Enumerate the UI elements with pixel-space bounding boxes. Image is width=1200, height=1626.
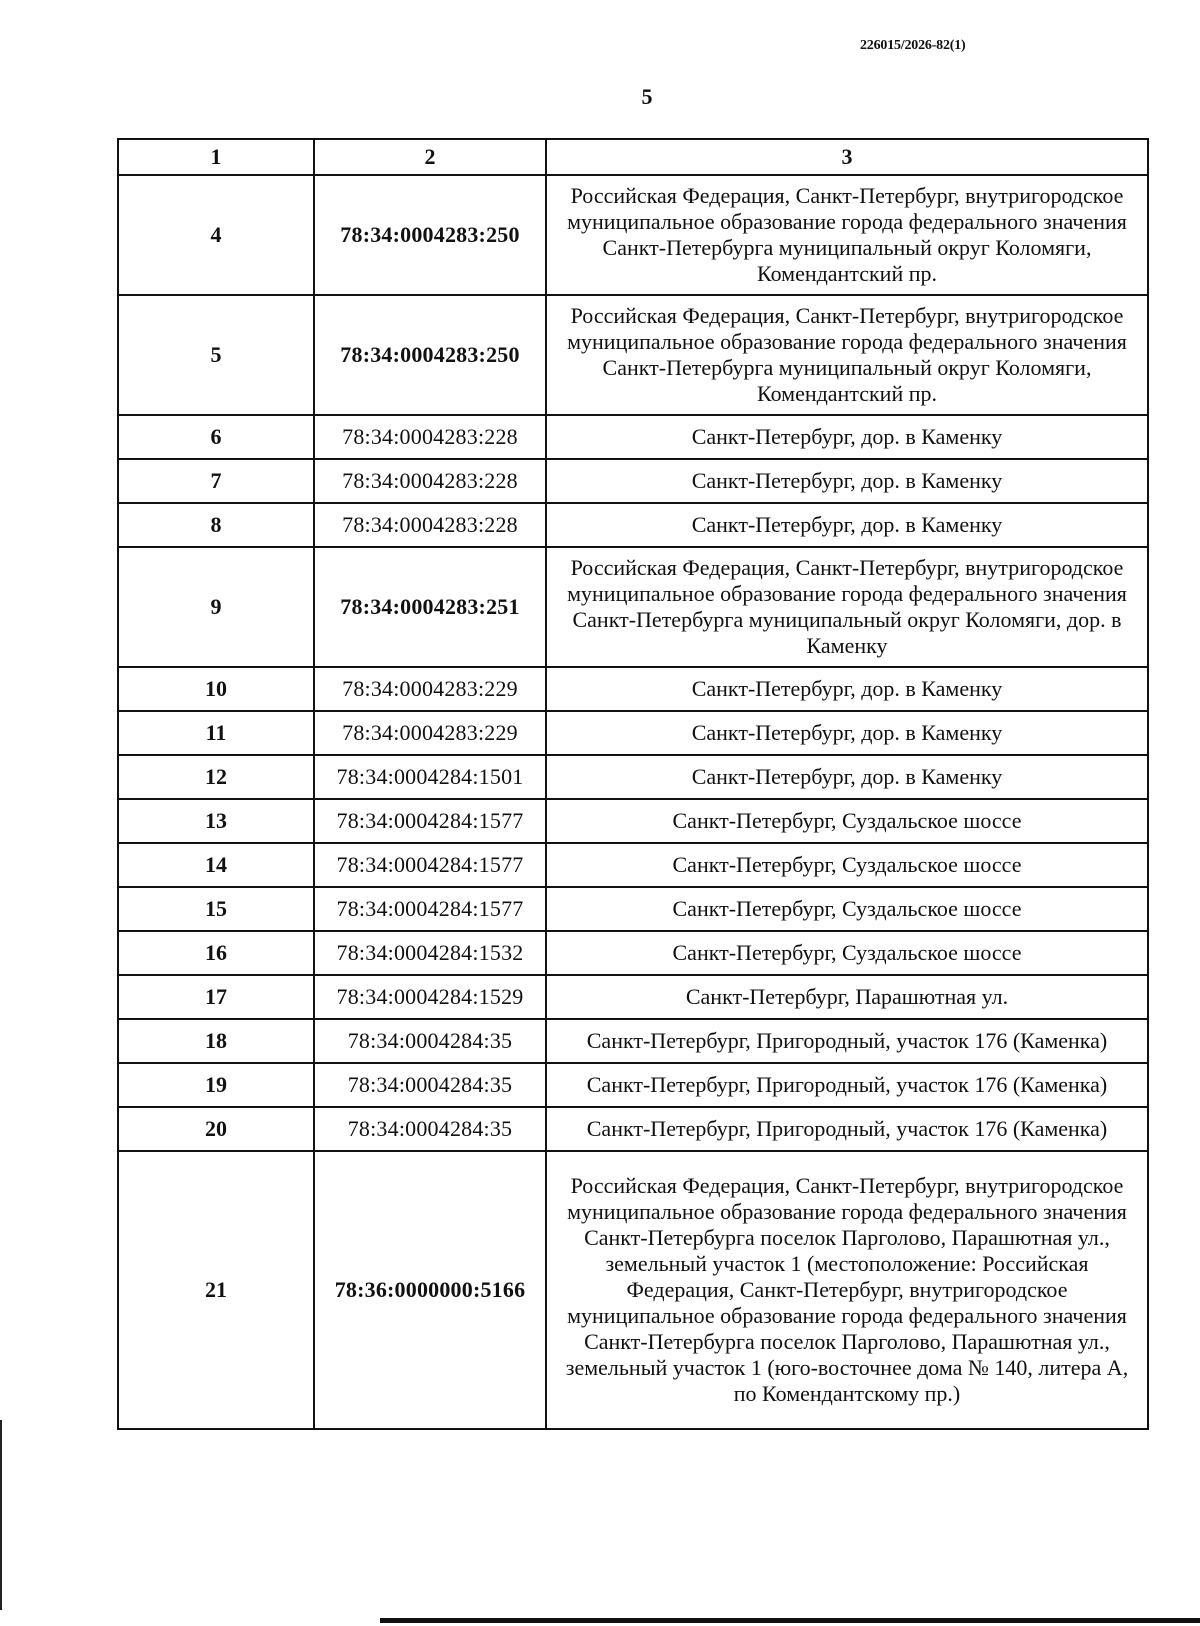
address-cell: Санкт-Петербург, дор. в Каменку bbox=[546, 503, 1148, 547]
table-row bbox=[118, 931, 1148, 975]
row-number: 8 bbox=[118, 503, 314, 547]
address-cell: Санкт-Петербург, Суздальское шоссе bbox=[546, 931, 1148, 975]
table-row bbox=[118, 887, 1148, 931]
scan-edge-bottom bbox=[380, 1618, 1200, 1623]
cadastral-number: 78:34:0004284:35 bbox=[314, 1019, 546, 1063]
table-row bbox=[118, 799, 1148, 843]
scan-edge-left bbox=[0, 1420, 2, 1610]
address-cell: Санкт-Петербург, Суздальское шоссе bbox=[546, 887, 1148, 931]
row-number: 17 bbox=[118, 975, 314, 1019]
row-number: 11 bbox=[118, 711, 314, 755]
table-header bbox=[118, 139, 1148, 175]
row-number: 12 bbox=[118, 755, 314, 799]
row-number: 9 bbox=[118, 547, 314, 667]
cadastral-number: 78:34:0004284:35 bbox=[314, 1063, 546, 1107]
address-cell: Санкт-Петербург, дор. в Каменку bbox=[546, 667, 1148, 711]
cadastral-number: 78:34:0004284:1577 bbox=[314, 843, 546, 887]
table-row bbox=[118, 415, 1148, 459]
cadastral-number: 78:36:0000000:5166 bbox=[314, 1151, 546, 1429]
row-number: 5 bbox=[118, 295, 314, 415]
row-number: 20 bbox=[118, 1107, 314, 1151]
row-number: 6 bbox=[118, 415, 314, 459]
table-row bbox=[118, 503, 1148, 547]
address-cell: Российская Федерация, Санкт-Петербург, внутригородское муниципальное образование города федерального значения Санкт-Петербурга муниципальный округ Коломяги, дор. в Каменку bbox=[546, 547, 1148, 667]
header-row bbox=[118, 139, 1148, 175]
table-row bbox=[118, 711, 1148, 755]
document-number: 226015/2026-82(1) bbox=[860, 38, 966, 53]
row-number: 10 bbox=[118, 667, 314, 711]
table-body bbox=[118, 175, 1148, 1429]
row-number: 19 bbox=[118, 1063, 314, 1107]
column-header-number: 1 bbox=[118, 139, 314, 175]
column-header-address: 3 bbox=[546, 139, 1148, 175]
land-plot-table bbox=[117, 138, 1149, 1430]
cadastral-number: 78:34:0004283:250 bbox=[314, 295, 546, 415]
address-cell: Российская Федерация, Санкт-Петербург, внутригородское муниципальное образование города федерального значения Санкт-Петербурга поселок Парголово, Парашютная ул., земельный участок 1 (местоположение: Российская Федерация, Санкт-Петербург, внутригородское муниципальное образование города федерального значения Санкт-Петербурга поселок Парголово, Парашютная ул., земельный участок 1 (юго-восточнее дома № 140, литера А, по Комендантскому пр.) bbox=[546, 1151, 1148, 1429]
cadastral-number: 78:34:0004284:1529 bbox=[314, 975, 546, 1019]
row-number: 21 bbox=[118, 1151, 314, 1429]
address-cell: Санкт-Петербург, дор. в Каменку bbox=[546, 755, 1148, 799]
address-cell: Санкт-Петербург, Суздальское шоссе bbox=[546, 799, 1148, 843]
cadastral-number: 78:34:0004284:1577 bbox=[314, 887, 546, 931]
table-row bbox=[118, 843, 1148, 887]
row-number: 16 bbox=[118, 931, 314, 975]
cadastral-number: 78:34:0004283:229 bbox=[314, 711, 546, 755]
address-cell: Санкт-Петербург, Пригородный, участок 176 (Каменка) bbox=[546, 1063, 1148, 1107]
address-cell: Санкт-Петербург, дор. в Каменку bbox=[546, 459, 1148, 503]
row-number: 13 bbox=[118, 799, 314, 843]
table-row bbox=[118, 175, 1148, 295]
table-row bbox=[118, 1019, 1148, 1063]
row-number: 7 bbox=[118, 459, 314, 503]
address-cell: Российская Федерация, Санкт-Петербург, внутригородское муниципальное образование города федерального значения Санкт-Петербурга муниципальный округ Коломяги, Комендантский пр. bbox=[546, 295, 1148, 415]
cadastral-number: 78:34:0004283:229 bbox=[314, 667, 546, 711]
table-row bbox=[118, 459, 1148, 503]
column-header-cadastral: 2 bbox=[314, 139, 546, 175]
cadastral-number: 78:34:0004284:1577 bbox=[314, 799, 546, 843]
table-row bbox=[118, 975, 1148, 1019]
address-cell: Санкт-Петербург, Пригородный, участок 176 (Каменка) bbox=[546, 1107, 1148, 1151]
cadastral-number: 78:34:0004283:251 bbox=[314, 547, 546, 667]
address-cell: Санкт-Петербург, Суздальское шоссе bbox=[546, 843, 1148, 887]
cadastral-number: 78:34:0004283:250 bbox=[314, 175, 546, 295]
address-cell: Санкт-Петербург, Пригородный, участок 176 (Каменка) bbox=[546, 1019, 1148, 1063]
cadastral-number: 78:34:0004284:1532 bbox=[314, 931, 546, 975]
table-row bbox=[118, 295, 1148, 415]
table-row bbox=[118, 1063, 1148, 1107]
cadastral-number: 78:34:0004283:228 bbox=[314, 503, 546, 547]
table-row bbox=[118, 755, 1148, 799]
table-row bbox=[118, 547, 1148, 667]
row-number: 18 bbox=[118, 1019, 314, 1063]
cadastral-number: 78:34:0004283:228 bbox=[314, 415, 546, 459]
row-number: 4 bbox=[118, 175, 314, 295]
address-cell: Санкт-Петербург, дор. в Каменку bbox=[546, 711, 1148, 755]
address-cell: Санкт-Петербург, дор. в Каменку bbox=[546, 415, 1148, 459]
table-row bbox=[118, 1107, 1148, 1151]
cadastral-number: 78:34:0004284:35 bbox=[314, 1107, 546, 1151]
row-number: 14 bbox=[118, 843, 314, 887]
cadastral-number: 78:34:0004283:228 bbox=[314, 459, 546, 503]
table-row bbox=[118, 667, 1148, 711]
address-cell: Российская Федерация, Санкт-Петербург, внутригородское муниципальное образование города федерального значения Санкт-Петербурга муниципальный округ Коломяги, Комендантский пр. bbox=[546, 175, 1148, 295]
address-cell: Санкт-Петербург, Парашютная ул. bbox=[546, 975, 1148, 1019]
page-number: 5 bbox=[641, 84, 653, 109]
cadastral-number: 78:34:0004284:1501 bbox=[314, 755, 546, 799]
row-number: 15 bbox=[118, 887, 314, 931]
table-row bbox=[118, 1151, 1148, 1429]
